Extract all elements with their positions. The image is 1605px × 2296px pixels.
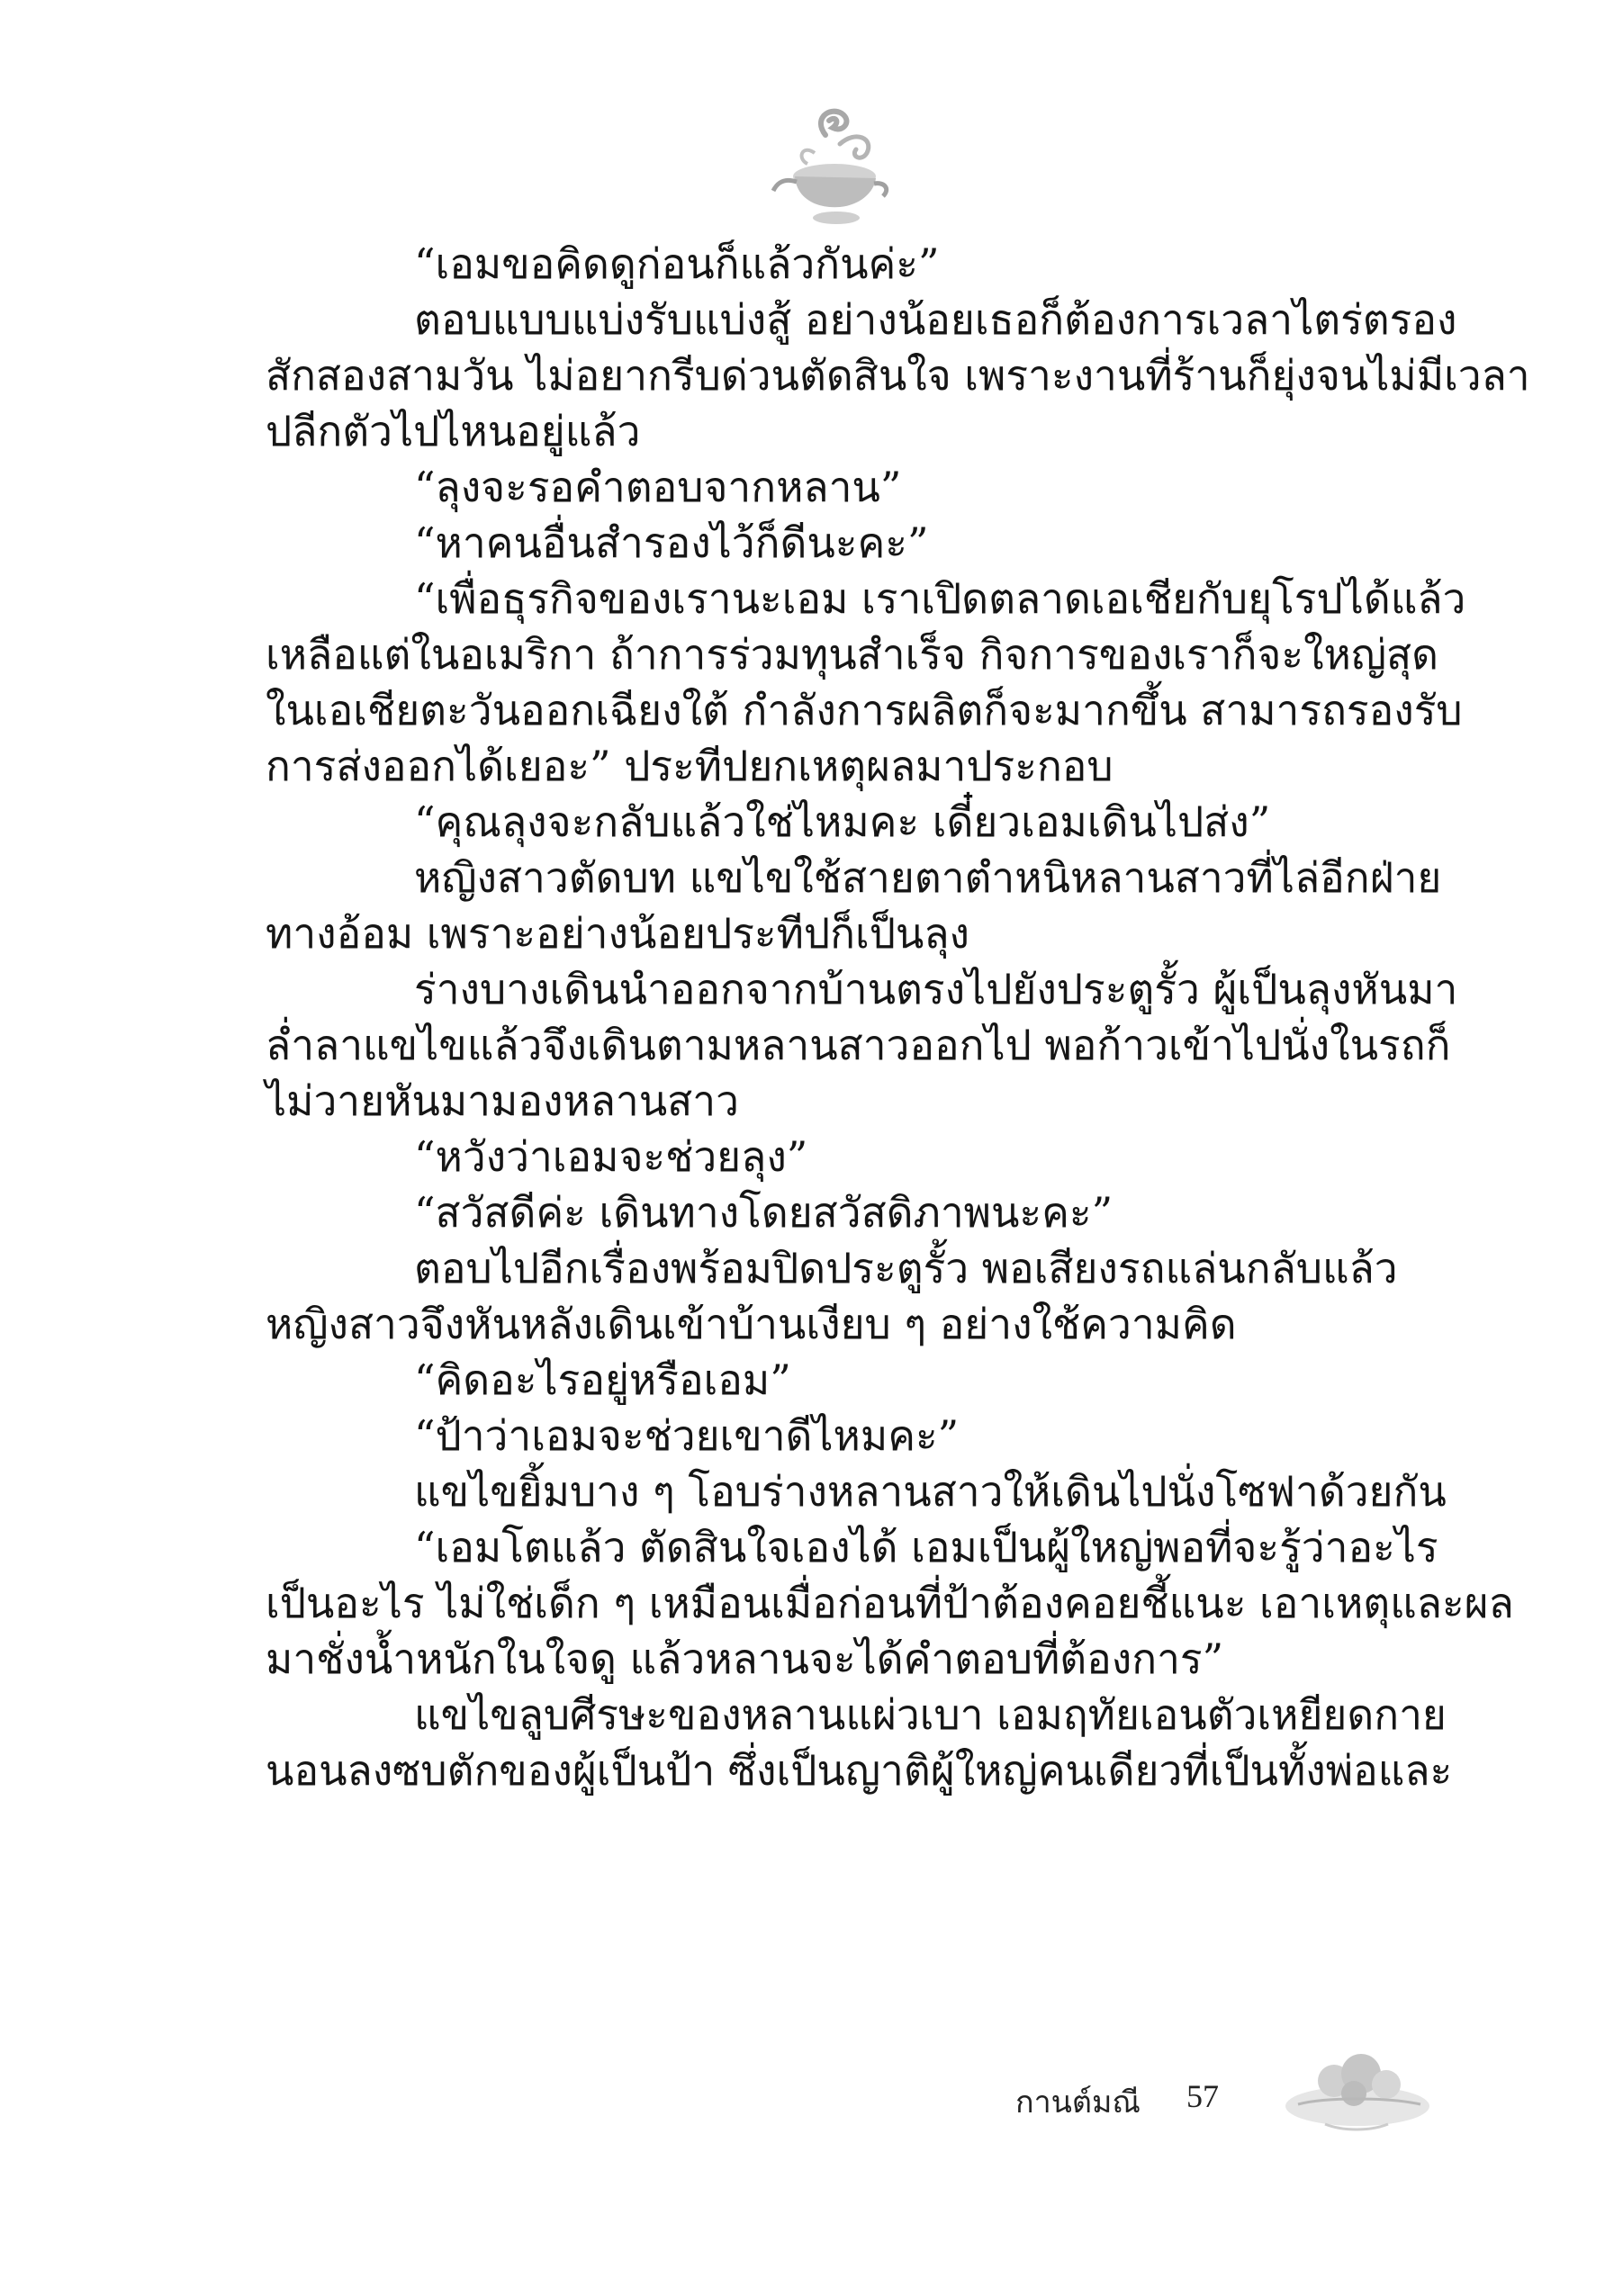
- text-line: “ลุงจะรอคำตอบจากหลาน”: [414, 463, 902, 511]
- body-text: [266, 236, 1530, 1798]
- text-line: แขไขยิ้มบาง ๆ โอบร่างหลานสาวให้เดินไปนั่งโซฟาด้วยกัน: [414, 1467, 1447, 1516]
- text-line: ร่างบางเดินนำออกจากบ้านตรงไปยังประตูรั้ว ผู้เป็นลุงหันมา: [414, 965, 1458, 1013]
- page-number: 57: [1186, 2078, 1219, 2114]
- text-line: “หาคนอื่นสำรองไว้ก็ดีนะคะ”: [414, 518, 929, 567]
- text-line: “เอมโตแล้ว ตัดสินใจเองได้ เอมเป็นผู้ใหญ่พอที่จะรู้ว่าอะไร: [414, 1523, 1438, 1571]
- magic-lamp-icon: [770, 99, 896, 234]
- text-line: สักสองสามวัน ไม่อยากรีบด่วนตัดสินใจ เพราะงานที่ร้านก็ยุ่งจนไม่มีเวลา: [266, 351, 1530, 400]
- text-line: “สวัสดีค่ะ เดินทางโดยสวัสดิภาพนะคะ”: [414, 1188, 1114, 1237]
- text-line: ปลีกตัวไปไหนอยู่แล้ว: [266, 407, 641, 455]
- floral-ornament-icon: [1271, 2041, 1442, 2140]
- text-line: “หวังว่าเอมจะช่วยลุง”: [414, 1132, 808, 1181]
- text-line: หญิงสาวตัดบท แขไขใช้สายตาตำหนิหลานสาวที่ไล่อีกฝ่าย: [414, 853, 1442, 902]
- text-line: เป็นอะไร ไม่ใช่เด็ก ๆ เหมือนเมื่อก่อนที่ป้าต้องคอยชี้แนะ เอาเหตุและผล: [266, 1579, 1514, 1627]
- text-line: ตอบแบบแบ่งรับแบ่งสู้ อย่างน้อยเธอก็ต้องการเวลาไตร่ตรอง: [414, 295, 1457, 344]
- text-line: ในเอเชียตะวันออกเฉียงใต้ กำลังการผลิตก็จะมากขึ้น สามารถรองรับ: [266, 686, 1463, 734]
- text-line: “คิดอะไรอยู่หรือเอม”: [414, 1355, 791, 1404]
- book-title: กานต์มณี: [1015, 2084, 1141, 2120]
- text-line: “คุณลุงจะกลับแล้วใช่ไหมคะ เดี๋ยวเอมเดินไปส่ง”: [414, 797, 1271, 846]
- text-line: การส่งออกได้เยอะ” ประทีปยกเหตุผลมาประกอบ: [266, 742, 1114, 790]
- text-line: ทางอ้อม เพราะอย่างน้อยประทีปก็เป็นลุง: [266, 909, 969, 958]
- text-line: ตอบไปอีกเรื่องพร้อมปิดประตูรั้ว พอเสียงรถแล่นกลับแล้ว: [414, 1244, 1398, 1292]
- text-line: ไม่วายหันมามองหลานสาว: [266, 1076, 739, 1125]
- text-line: ล่ำลาแขไขแล้วจึงเดินตามหลานสาวออกไป พอก้าวเข้าไปนั่งในรถก็: [266, 1021, 1451, 1069]
- text-line: หญิงสาวจึงหันหลังเดินเข้าบ้านเงียบ ๆ อย่างใช้ความคิด: [266, 1300, 1237, 1348]
- text-line: เหลือแต่ในอเมริกา ถ้าการร่วมทุนสำเร็จ กิจการของเราก็จะใหญ่สุด: [266, 630, 1439, 679]
- text-line: แขไขลูบศีรษะของหลานแผ่วเบา เอมฤทัยเอนตัวเหยียดกาย: [414, 1690, 1447, 1739]
- text-line: “เอมขอคิดดูก่อนก็แล้วกันค่ะ”: [414, 239, 940, 288]
- text-line: มาชั่งน้ำหนักในใจดู แล้วหลานจะได้คำตอบที่ต้องการ”: [266, 1634, 1224, 1683]
- text-line: “เพื่อธุรกิจของเรานะเอม เราเปิดตลาดเอเชียกับยุโรปได้แล้ว: [414, 574, 1466, 623]
- text-line: นอนลงซบตักของผู้เป็นป้า ซึ่งเป็นญาติผู้ใหญ่คนเดียวที่เป็นทั้งพ่อและ: [266, 1746, 1453, 1795]
- text-line: “ป้าว่าเอมจะช่วยเขาดีไหมคะ”: [414, 1411, 960, 1460]
